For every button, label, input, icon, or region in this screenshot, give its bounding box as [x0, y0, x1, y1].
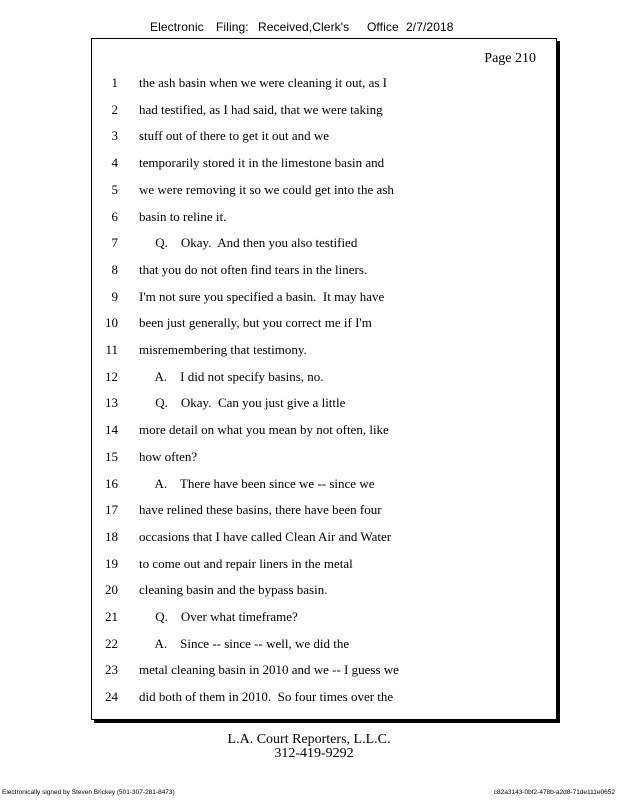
- line-number: 16: [105, 475, 118, 491]
- line-number: 20: [105, 582, 118, 598]
- line-text: had testified, as I had said, that we were taking: [139, 101, 383, 117]
- transcript-line: [92, 367, 556, 387]
- line-text: to come out and repair liners in the metal: [139, 555, 353, 571]
- line-text: A. There have been since we -- since we: [139, 475, 375, 491]
- transcript-line: [92, 527, 556, 547]
- line-text: we were removing it so we could get into the ash: [139, 181, 394, 197]
- line-number: 6: [111, 208, 118, 224]
- transcript-line: [92, 180, 556, 200]
- transcript-line: [92, 474, 556, 494]
- transcript-line: [92, 313, 556, 333]
- transcript-line: [92, 73, 556, 93]
- line-number: 5: [111, 181, 118, 197]
- line-number: 8: [111, 261, 118, 277]
- line-number: 9: [111, 288, 118, 304]
- transcript-line: [92, 260, 556, 280]
- filing-header-office: Office: [367, 20, 399, 34]
- line-text: Q. Okay. Can you just give a little: [139, 395, 346, 411]
- line-number: 23: [105, 662, 118, 678]
- line-text: more detail on what you mean by not often, like: [139, 422, 389, 438]
- transcript-line: [92, 340, 556, 360]
- transcript-line: [92, 100, 556, 120]
- line-text: Q. Over what timeframe?: [139, 609, 298, 624]
- line-text: that you do not often find tears in the liners.: [139, 261, 368, 277]
- line-number: 18: [105, 528, 118, 544]
- line-text: A. I did not specify basins, no.: [139, 368, 324, 384]
- transcript-line: [92, 500, 556, 520]
- line-number: 7: [111, 235, 118, 251]
- electronic-signature: Electronically signed by Steven Brickey (501-307-281-8473): [2, 789, 175, 796]
- transcript-line: [92, 287, 556, 307]
- line-number: 3: [111, 128, 118, 144]
- line-text: Q. Okay. And then you also testified: [139, 235, 358, 251]
- line-number: 1: [111, 75, 118, 90]
- line-number: 19: [105, 555, 118, 571]
- line-text: basin to reline it.: [139, 208, 227, 224]
- court-reporter-phone: 312-419-9292: [274, 746, 354, 761]
- filing-header-date: 2/7/2018: [406, 20, 454, 34]
- line-number: 17: [105, 502, 118, 518]
- line-number: 12: [105, 368, 118, 384]
- line-number: 2: [111, 101, 118, 117]
- line-text: did both of them in 2010. So four times over the: [139, 689, 394, 705]
- court-reporter-name: L.A. Court Reporters, L.L.C.: [227, 732, 391, 747]
- transcript-line: [92, 153, 556, 173]
- transcript-line: [92, 634, 556, 654]
- filing-header-electronic: Electronic: [150, 20, 204, 34]
- filing-header-filing: Filing:: [216, 20, 249, 34]
- line-number: 10: [105, 315, 118, 331]
- transcript-line: [92, 554, 556, 574]
- transcript-line: [92, 420, 556, 440]
- line-text: stuff out of there to get it out and we: [139, 128, 330, 144]
- page-number: Page 210: [484, 51, 536, 66]
- line-text: temporarily stored it in the limestone basin and: [139, 155, 385, 171]
- line-text: misremembering that testimony.: [139, 342, 307, 357]
- line-text: A. Since -- since -- well, we did the: [139, 635, 350, 651]
- transcript-line: [92, 607, 556, 627]
- line-number: 4: [111, 155, 118, 171]
- line-number: 15: [105, 448, 118, 464]
- line-text: I'm not sure you specified a basin. It may have: [139, 288, 385, 304]
- line-text: the ash basin when we were cleaning it out, as I: [139, 75, 388, 90]
- transcript-line: [92, 233, 556, 253]
- transcript-line: [92, 393, 556, 413]
- transcript-line: [92, 660, 556, 680]
- line-number: 11: [105, 342, 118, 357]
- line-text: how often?: [139, 448, 198, 464]
- transcript-line: [92, 447, 556, 467]
- filing-header-received: Received,Clerk's: [258, 20, 350, 34]
- transcript-line: [92, 126, 556, 146]
- line-text: cleaning basin and the bypass basin.: [139, 582, 328, 598]
- transcript-line: [92, 687, 556, 707]
- transcript-page: [91, 38, 557, 720]
- line-number: 24: [105, 689, 118, 705]
- line-text: metal cleaning basin in 2010 and we -- I guess we: [139, 662, 399, 678]
- transcript-line: [92, 580, 556, 600]
- line-text: occasions that I have called Clean Air and Water: [139, 528, 392, 544]
- line-text: have relined these basins, there have been four: [139, 502, 382, 518]
- line-number: 13: [105, 395, 118, 411]
- document-hash: c82a3143-0bf2-478b-a2d8-71de111e0652: [493, 789, 615, 796]
- transcript-line: [92, 207, 556, 227]
- line-number: 22: [105, 635, 118, 651]
- line-text: been just generally, but you correct me if I'm: [139, 315, 372, 331]
- line-number: 14: [105, 422, 118, 438]
- line-number: 21: [105, 609, 118, 624]
